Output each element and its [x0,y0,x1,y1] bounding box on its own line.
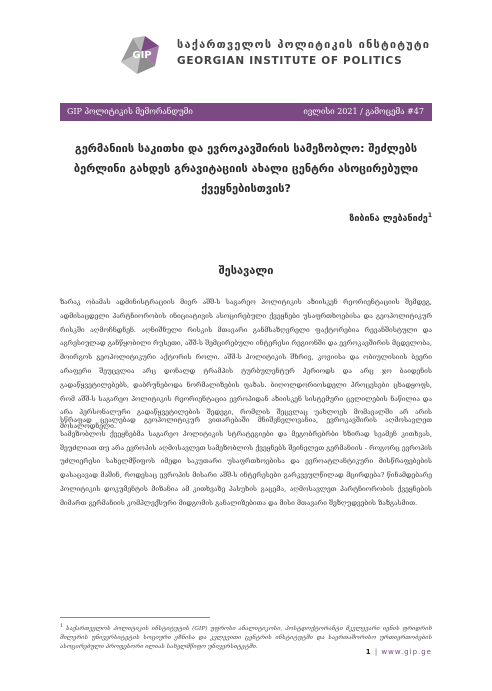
author-line [349,212,432,224]
gip-logo [115,32,169,78]
series-banner [60,103,432,121]
author-name: ზიბინა ლებანიძე [349,214,428,224]
paragraph-2: სწრაფად ცვალებად გეოპოლიტიკურ ვითარებაში მნიშვნელოვანია, ევროკავშირის აღმოსავლეთ სამეზობლოს ქვეყნებმა საგარეო პოლიტიკის სტრატეგიები და მეგობრებრბი ხზირად სვამენ კითხვას, შეუძლიათ თუ არა ევროპის აღმოსავლეთ სამეზობლოს ქვეყნებს შეინელეთ გერმანიის - როგორც ევროპის უძლიერესი სახელმწიფოს იმედი საკუთარი უსაფრთხოებისა და ევროატლანტიკური მისწრაფებების დასაცავად მაშინ, როდესაც ევროპის მისარი აშშ-ს ინტერესები გარკვეულწილად მცირდება? წინამდებარე პოლიტიკის დოკუმენტის მიზანია ამ კითხვაზე პასუხის გაცემა, აღმოსავლეთ პარტნიორობის ქვეყნების მიმართ გერმანიის კომპლექსური მიდგომის განალიზებითა და მისი მთავარი შეზღუდვების ზაზგასმით. [60,416,432,507]
series-label: GIP პოლიტიკის მემორანდუმი [67,107,193,116]
footnote-text: საქართველოს პოლიტიკის ინსტიტუტის (GIP) უფროსი ანალიტიკოსი, პოსტდოქტორანტი მკვლევარი იენის ფრიდრიხ შილერის უნივერსიტეტის სოციური ეზნისა და კვლევითი ცენტრის ინსტიტუტში და საერთაშორისო ურთიერთობების ასოცირებული პროფესორი ილიას სახელმწიფო უნივერსიტეტში. [60,625,432,650]
logo-text: GIP [132,50,152,61]
org-name-english: GEORGIAN INSTITUTE OF POLITICS [177,55,403,67]
author-footnote-mark: 1 [427,212,432,219]
website-link[interactable]: www.gip.ge [381,648,432,656]
org-name-georgian: საქართველოს პოლიტიკის ინსტიტუტი [177,38,431,51]
paragraph-1: ზარაკ ობამას ადმინისტრაციის მიერ აშშ-ს საგარეო პოლიტიკის აზიისკენ რეორიენტაციის შემდეგ, ადმისაცდელი პარტნიორობის ინიციატივის ასოცირებული ქვეყნები უსაფრთხოებისა და გეოპოლიტიკურ რისკში აღმოჩნდნენ. აღნიშნული რისკის მთავარი განმსაზღვრელი ფაქტორებია რევანშისტული და აგრესიულად განწყობილი რუსეთი, აშშ-ს შემცირებული ინტერესი რეგიონში და ევროკავშირის მცდელობა, მოირგოს გეოპოლიტიკური აქტორის როლი. აშშ-ს პოლიტიკის შხრივ, კოვიისა და ობიულისიის ბეერი არაფერი შეუცვლია არც დონალდ ტრამპის ტურბულენტურ პერიოდს და არც ჯო ბაიდენის გადაწყვეტილებებს, დაბრუნებოდა ნორმალიზების ფაზას. ბიღოლდორიოსდელი პროცესები ცხადყოფს, რომ აშშ-ს საგარეო პოლიტიკის რეორიენტაცია ევროპიდან აზიისკენ სისტემური ცვლილების ნაწილია და არა პერსონალური გადაწყვეტილების შედეგი, რომლის შეცვლაც უახლოეს მომავალში არ არის მოსალოდნელი. [60,298,432,431]
issue-label: ივლისი 2021 / გამოცემა #47 [303,107,424,116]
page-footer [366,648,432,656]
footnote-divider [60,617,210,618]
footnote-mark: 1 [60,623,64,629]
section-heading: შესავალი [218,264,274,277]
footer-separator: | [374,648,379,656]
page-number: 1 [365,648,372,656]
document-title: გერმანიის საკითხი და ევროკავშირის სამეზობლო: შეძლებს ბერლინი გახდეს გრავიტაციის ახალი ცენტრი ასოცირებული ქვეყნებისთვის? [73,142,419,195]
